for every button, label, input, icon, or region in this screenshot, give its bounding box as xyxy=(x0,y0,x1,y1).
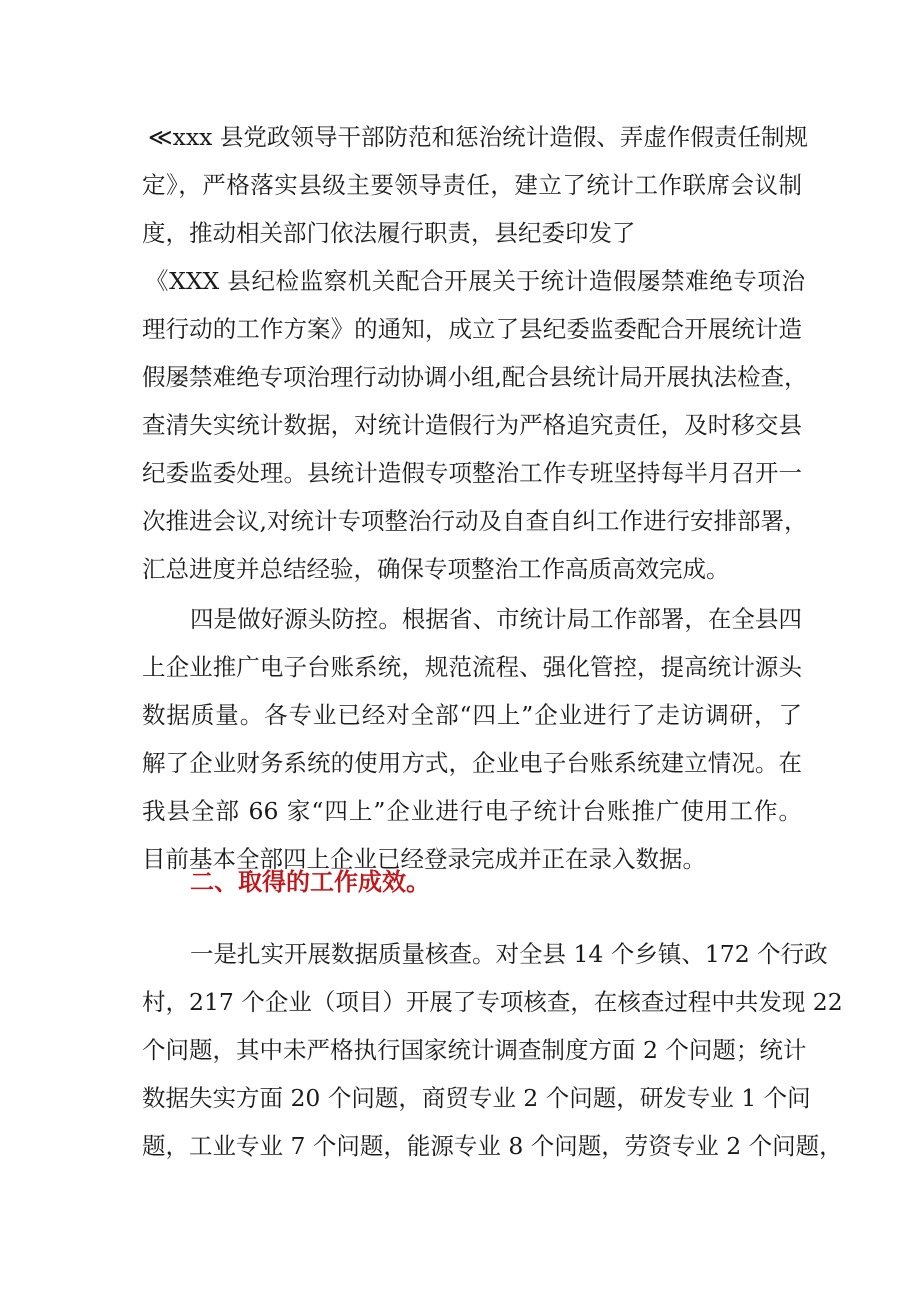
paragraph-line: 村，217 个企业（项目）开展了专项核查，在核查过程中共发现 22 xyxy=(142,988,843,1016)
paragraph-line: 一是扎实开展数据质量核查。对全县 14 个乡镇、172 个行政 xyxy=(190,940,828,968)
paragraph-line: 假屡禁难绝专项治理行动协调小组,配合县统计局开展执法检查， xyxy=(142,363,808,391)
paragraph-line: 次推进会议,对统计专项整治行动及自查自纠工作进行安排部署， xyxy=(142,507,808,535)
paragraph-line: 理行动的工作方案》的通知，成立了县纪委监委配合开展统计造 xyxy=(142,315,802,343)
paragraph-line: 四是做好源头防控。根据省、市统计局工作部署，在全县四 xyxy=(190,605,802,633)
paragraph-line: 纪委监委处理。县统计造假专项整治工作专班坚持每半月召开一 xyxy=(142,459,802,487)
paragraph-line: 我县全部 66 家“四上”企业进行电子统计台账推广使用工作。 xyxy=(142,797,802,825)
paragraph-line: ≪xxx 县党政领导干部防范和惩治统计造假、弄虚作假责任制规 xyxy=(148,123,808,151)
paragraph-line: 解了企业财务系统的使用方式，企业电子台账系统建立情况。在 xyxy=(142,749,802,777)
paragraph-line: 数据质量。各专业已经对全部“四上”企业进行了走访调研，了 xyxy=(142,701,802,729)
paragraph-line: 查清失实统计数据，对统计造假行为严格追究责任，及时移交县 xyxy=(142,411,802,439)
paragraph-line: 汇总进度并总结经验，确保专项整治工作高质高效完成。 xyxy=(142,555,730,583)
paragraph-line: 《XXX 县纪检监察机关配合开展关于统计造假屡禁难绝专项治 xyxy=(145,267,805,295)
paragraph-line: 度，推动相关部门依法履行职责，县纪委印发了 xyxy=(142,219,636,247)
paragraph-line: 目前基本全部四上企业已经登录完成并正在录入数据。 xyxy=(142,845,706,873)
paragraph-line: 数据失实方面 20 个问题，商贸专业 2 个问题，研发专业 1 个问 xyxy=(142,1084,811,1112)
section-heading: 二、取得的工作成效。 xyxy=(190,868,430,896)
paragraph-line: 题，工业专业 7 个问题，能源专业 8 个问题，劳资专业 2 个问题， xyxy=(142,1132,843,1160)
paragraph-line: 定》，严格落实县级主要领导责任，建立了统计工作联席会议制 xyxy=(142,171,802,199)
paragraph-line: 个问题，其中未严格执行国家统计调查制度方面 2 个问题；统计 xyxy=(142,1036,807,1064)
paragraph-line: 上企业推广电子台账系统，规范流程、强化管控，提高统计源头 xyxy=(142,653,802,681)
